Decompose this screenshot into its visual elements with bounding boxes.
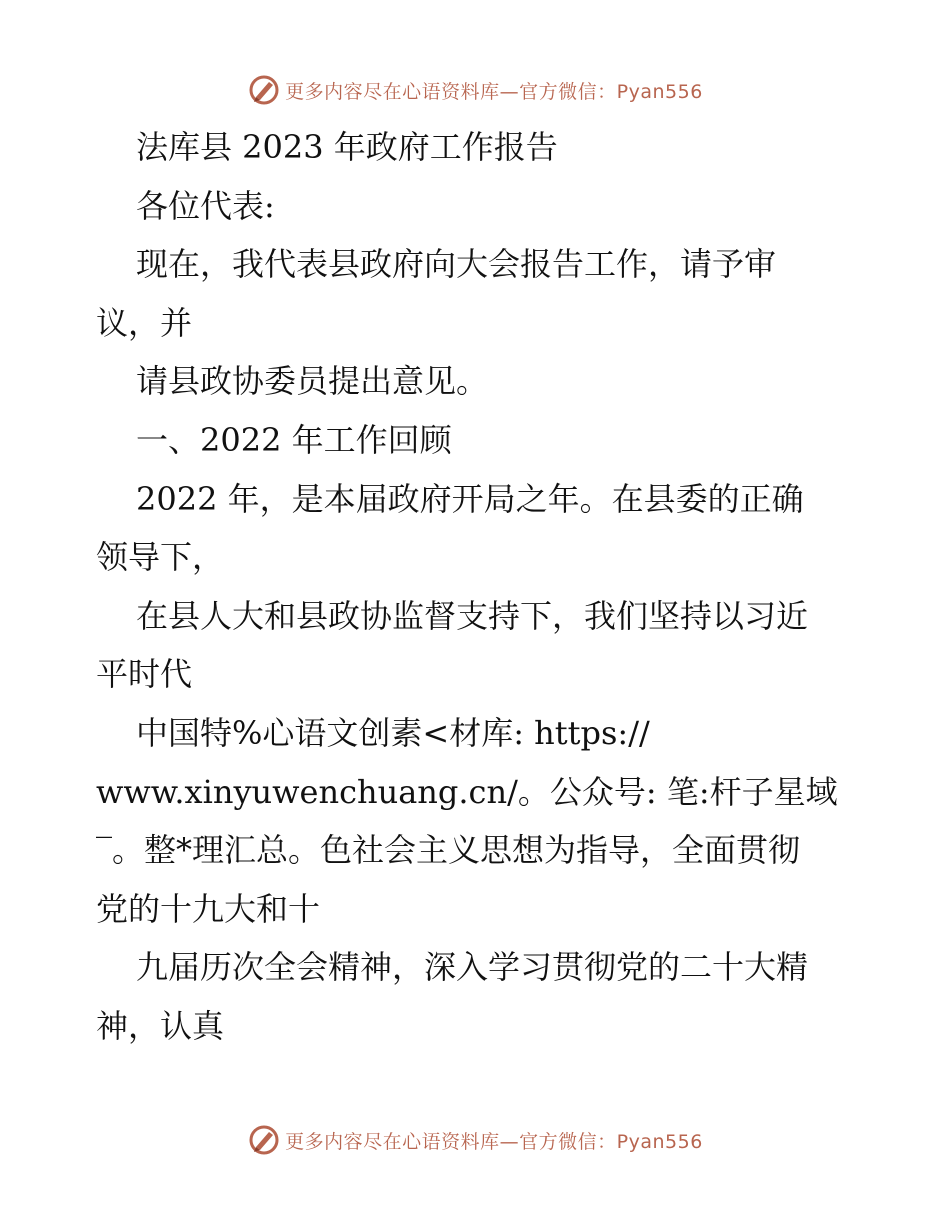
paragraph-line: 请县政协委员提出意见。 [136,362,489,401]
paragraph-line: 神，认真 [96,1006,225,1045]
paragraph-line: 2022 年，是本届政府开局之年。在县委的正确 [136,479,804,518]
pen-logo-icon [247,73,281,107]
salutation: 各位代表: [136,186,275,225]
paragraph-line: www.xinyuwenchuang.cn/。公众号: 笔:杆子星域 [96,772,838,811]
section-heading: 一、2022 年工作回顾 [136,420,452,459]
document-title: 法库县 2023 年政府工作报告 [136,128,558,166]
paragraph-line: 在县人大和县政协监督支持下，我们坚持以习近 [136,596,809,635]
paragraph-line: ‾。整*理汇总。色社会主义思想为指导，全面贯彻 [96,831,801,870]
watermark-text: 更多内容尽在心语资料库—官方微信：Pyan556 [285,80,703,103]
watermark-text: 更多内容尽在心语资料库—官方微信：Pyan556 [285,1130,703,1153]
document-body [96,118,856,1056]
paragraph-line: 议，并 [96,303,193,342]
pen-logo-icon [247,1123,281,1157]
paragraph-line: 现在，我代表县政府向大会报告工作，请予审 [136,245,777,284]
paragraph-line: 中国特%心语文创素<材库: https:// [136,713,650,752]
header-watermark-banner [0,70,950,110]
paragraph-line: 九届历次全会精神，深入学习贯彻党的二十大精 [136,948,809,987]
footer-watermark-banner [0,1120,950,1160]
paragraph-line: 平时代 [96,655,193,694]
paragraph-line: 党的十九大和十 [96,889,321,928]
paragraph-line: 领导下， [96,538,225,577]
